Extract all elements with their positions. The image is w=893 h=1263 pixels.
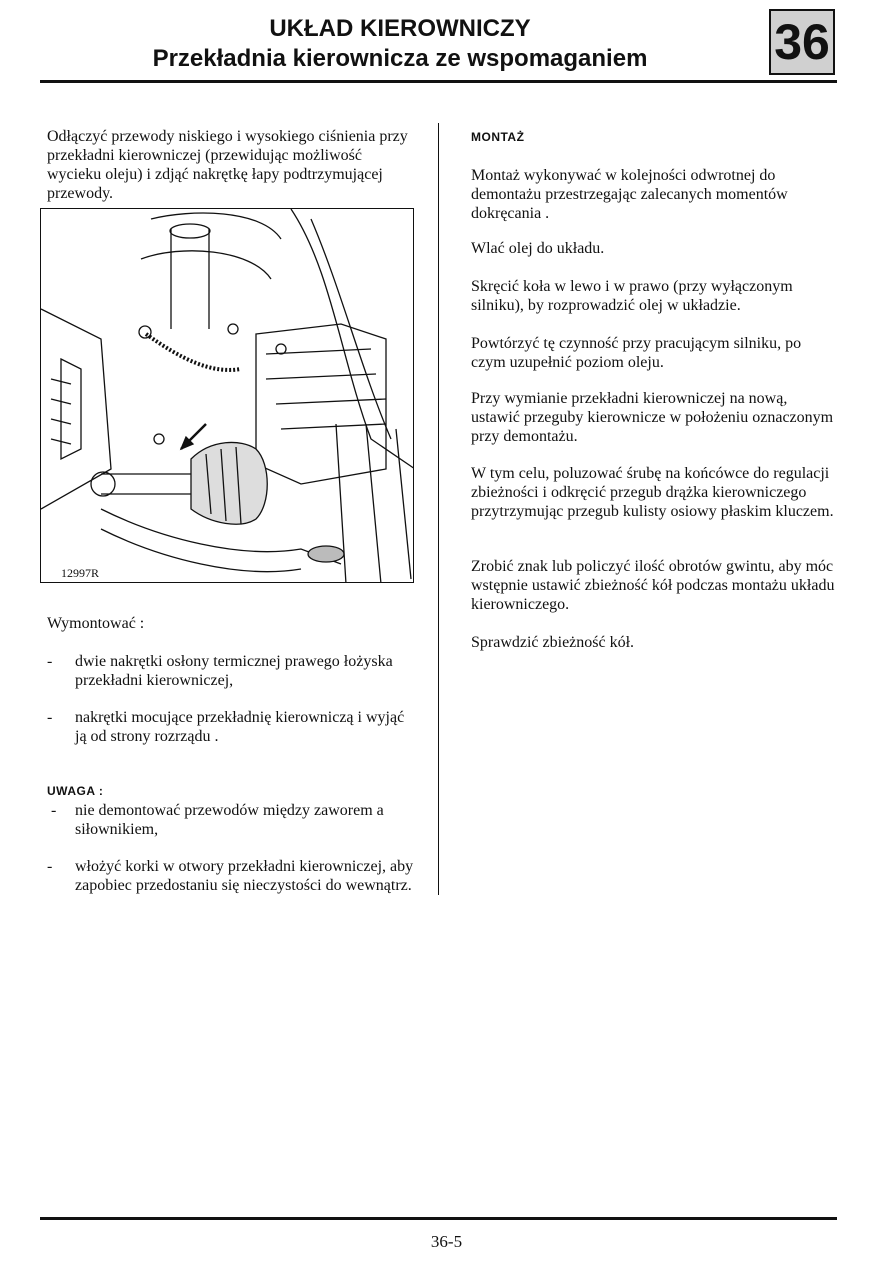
note-list-item <box>47 801 417 839</box>
assembly-paragraph: Powtórzyć tę czynność przy pracującym silniku, po czym uzupełnić poziom oleju. <box>471 335 802 371</box>
steering-gear-illustration <box>40 208 414 583</box>
assembly-paragraph: W tym celu, poluzować śrubę na końcówce do regulacji zbieżności i odkręcić przegub drążka kierowniczego przytrzymując przegub kulisty osiowy płaskim kluczem. <box>471 465 834 520</box>
page-title <box>40 14 760 74</box>
column-divider <box>438 123 439 895</box>
remove-item-text: dwie nakrętki osłony termicznej prawego łożyska przekładni kierowniczej, <box>75 653 393 689</box>
page-number: 36-5 <box>430 1232 463 1251</box>
list-dash: - <box>47 653 53 670</box>
assembly-paragraph: Wlać olej do układu. <box>471 240 605 257</box>
note-label: UWAGA : <box>47 784 104 798</box>
header-divider <box>40 80 837 83</box>
remove-heading: Wymontować : <box>47 615 145 632</box>
list-dash: - <box>47 709 53 726</box>
note-item-text: nie demontować przewodów między zaworem a siłownikiem, <box>75 802 384 838</box>
section-subtitle: Przekładnia kierownicza ze wspomaganiem <box>152 45 648 72</box>
remove-list-item <box>47 652 417 690</box>
remove-list-item <box>47 708 417 746</box>
remove-item-text: nakrętki mocujące przekładnię kierowniczą i wyjąć ją od strony rozrządu . <box>75 709 405 745</box>
list-dash: - <box>51 802 57 819</box>
section-number-badge: 36 <box>769 9 835 75</box>
note-list-item <box>47 857 417 895</box>
intro-paragraph: Odłączyć przewody niskiego i wysokiego ciśnienia przy przekładni kierowniczej (przewidując możliwość wycieku oleju) i zdjąć nakrętkę łapy podtrzymującej przewody. <box>47 128 408 202</box>
assembly-paragraph: Skręcić koła w lewo i w prawo (przy wyłączonym silniku), by rozprowadzić olej w układzie. <box>471 278 793 314</box>
assembly-paragraph: Montaż wykonywać w kolejności odwrotnej do demontażu przestrzegając zalecanych momentów dokręcania . <box>471 167 788 222</box>
assembly-paragraph: Sprawdzić zbieżność kół. <box>471 634 635 651</box>
list-dash: - <box>47 858 53 875</box>
figure-code: 12997R <box>61 566 100 580</box>
assembly-heading: MONTAŻ <box>471 130 525 144</box>
illustration-drawing <box>41 209 414 583</box>
assembly-paragraph: Zrobić znak lub policzyć ilość obrotów gwintu, aby móc wstępnie ustawić zbieżność kół podczas montażu układu kierowniczego. <box>471 558 835 613</box>
assembly-paragraph: Przy wymianie przekładni kierowniczej na nową, ustawić przeguby kierownicze w położeniu oznaczonym przy demontażu. <box>471 390 834 445</box>
note-item-text: włożyć korki w otwory przekładni kierowniczej, aby zapobiec przedostaniu się nieczystości do wewnątrz. <box>75 858 414 894</box>
chapter-title: UKŁAD KIEROWNICZY <box>269 15 531 42</box>
footer-divider <box>40 1217 837 1220</box>
